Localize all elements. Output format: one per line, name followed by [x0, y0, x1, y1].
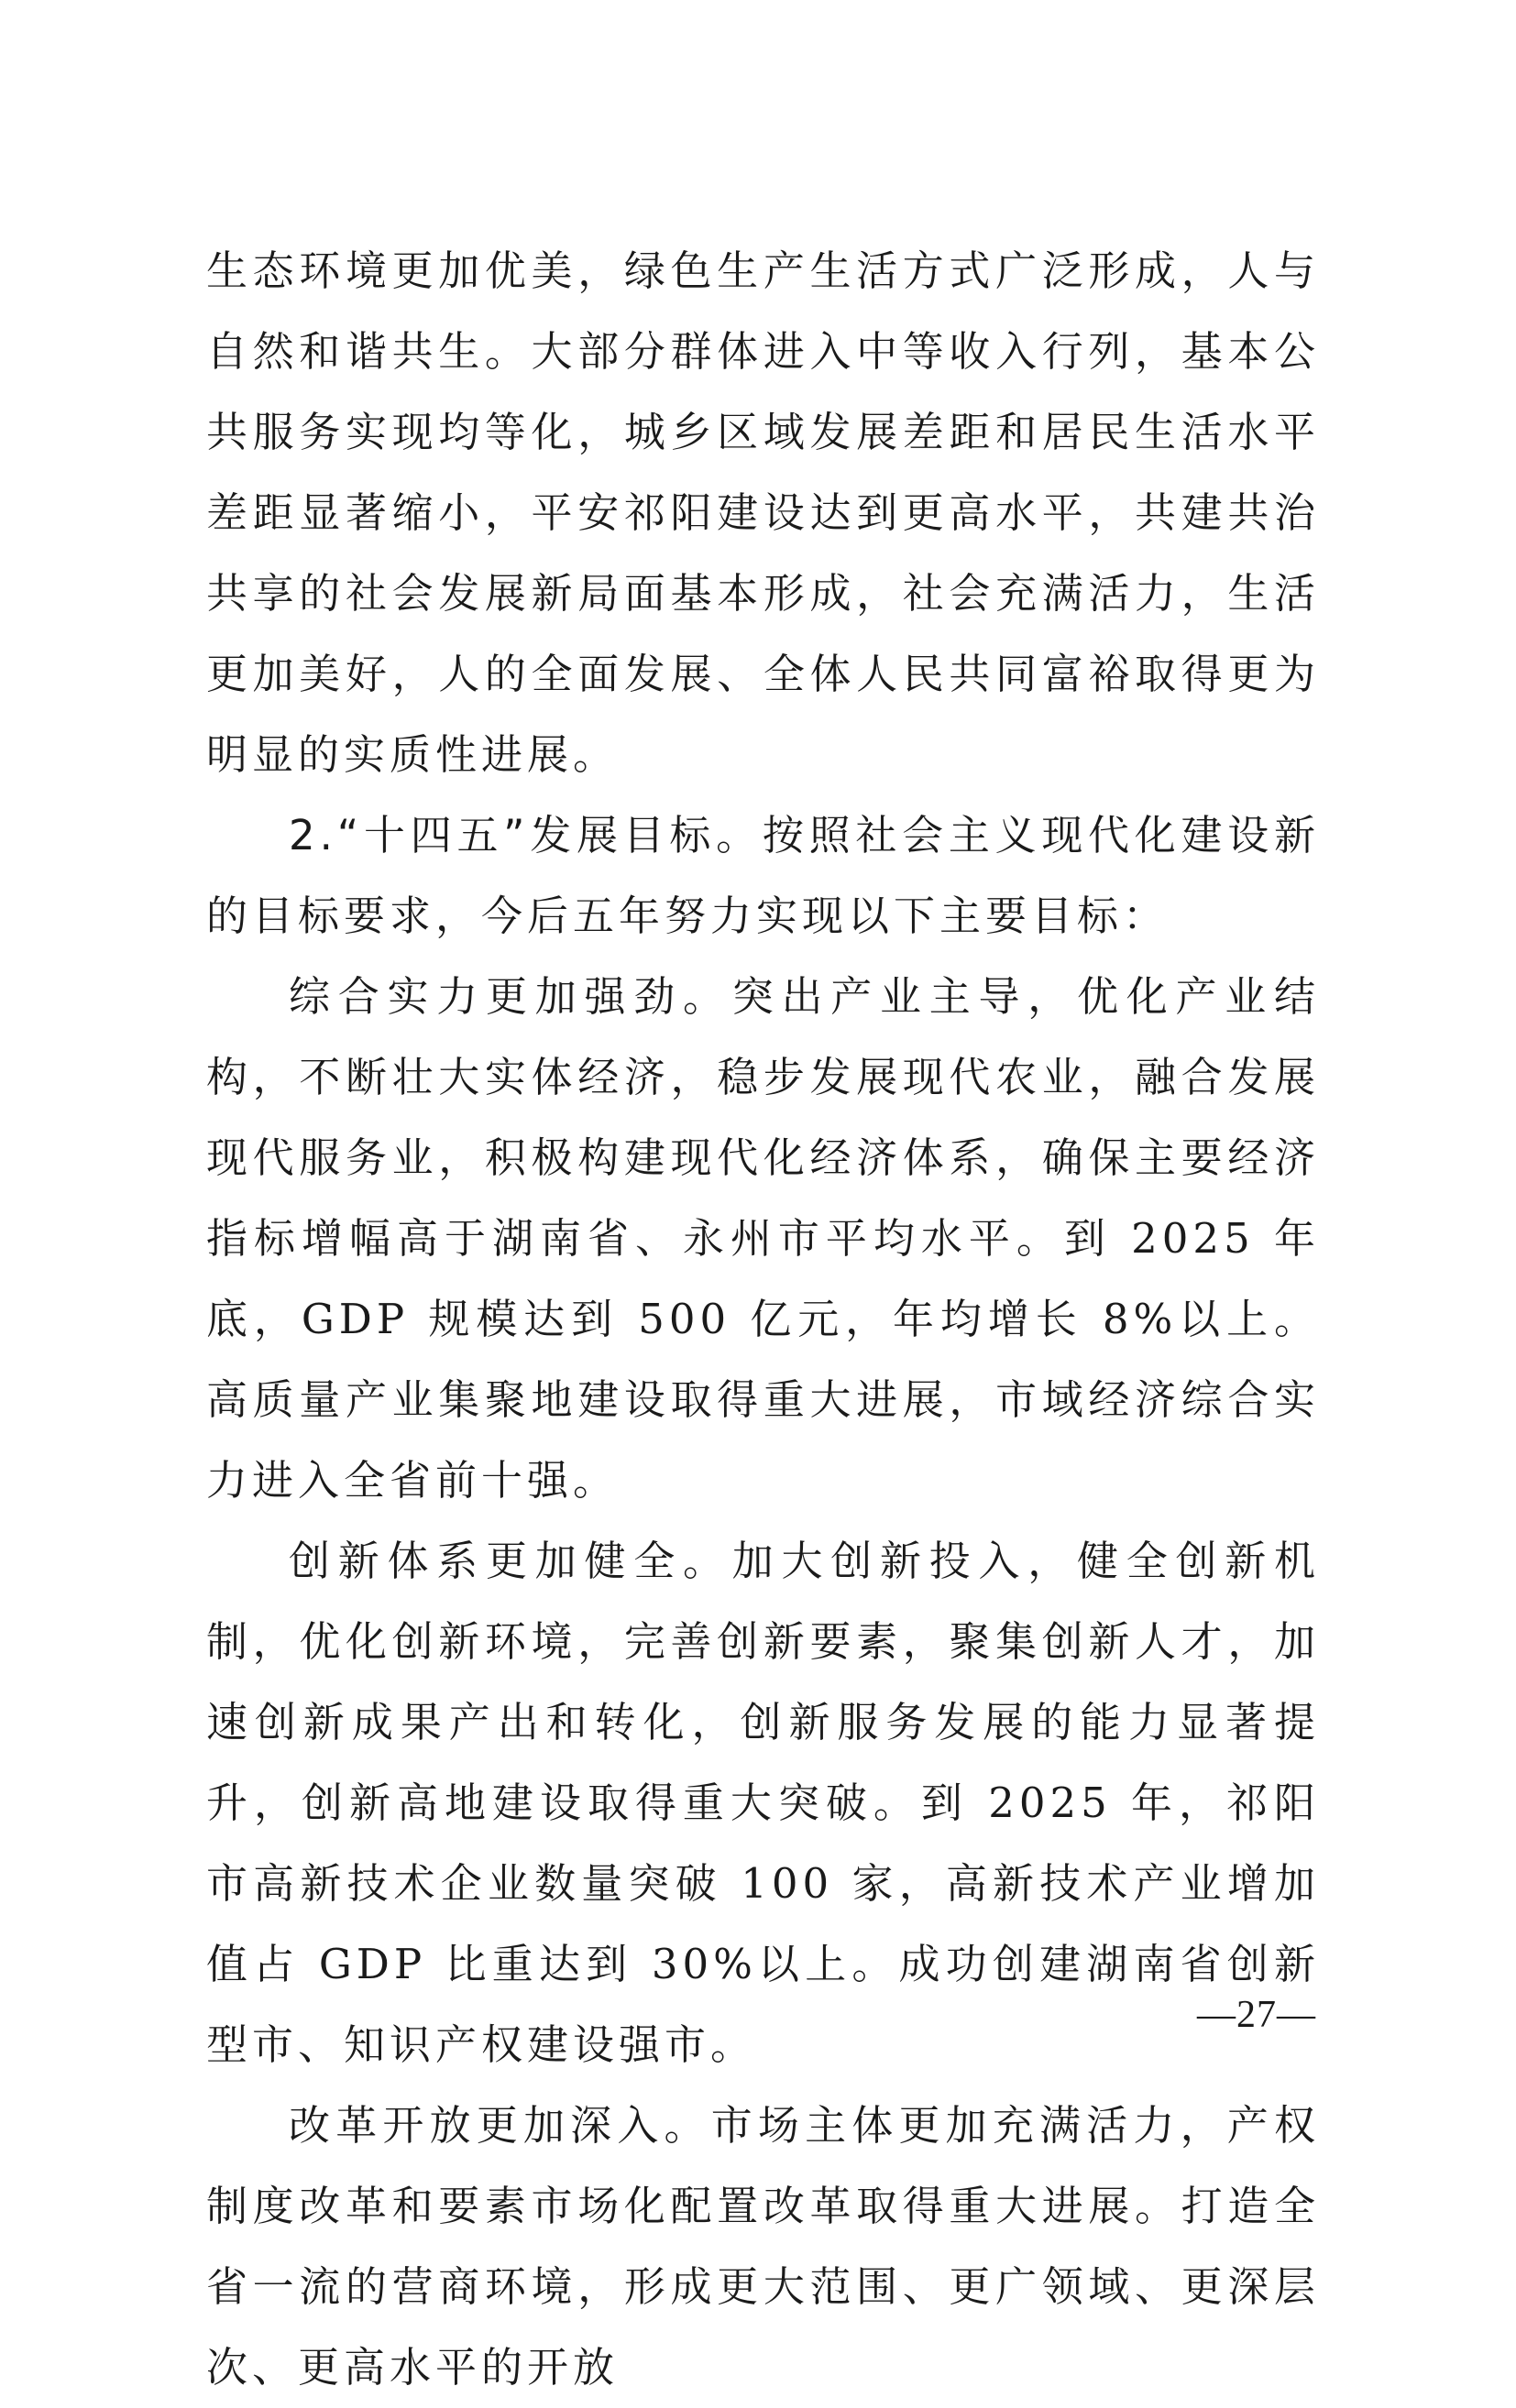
paragraph-2-text: 按照社会主义现代化建设新的目标要求，今后五年努力实现以下主要目标： [206, 811, 1320, 940]
paragraph-1 [206, 231, 1320, 795]
paragraph-4-text: 加大创新投入，健全创新机制，优化创新环境，完善创新要素，聚集创新人才，加速创新成果产出和转化，创新服务发展的能力显著提升，创新高地建设取得重大突破。到 2025 年，祁阳市高新技术企业数量突破 100 家，高新技术产业增加值占 GDP 比重达到 30%以上。成功创建湖南省创新型市、知识产权建设强市。 [206, 1537, 1320, 2069]
page-number: —27— [1197, 1994, 1316, 2036]
paragraph-4 [206, 1521, 1320, 2085]
paragraph-3-text: 突出产业主导，优化产业结构，不断壮大实体经济，稳步发展现代农业，融合发展现代服务业，积极构建现代化经济体系，确保主要经济指标增幅高于湖南省、永州市平均水平。到 2025 年底，GDP 规模达到 500 亿元，年均增长 8%以上。高质量产业集聚地建设取得重大进展，市域经济综合实力进入全省前十强。 [206, 972, 1320, 1505]
paragraph-2 [206, 795, 1320, 957]
paragraph-5-lead: 改革开放更加深入。 [289, 2101, 711, 2150]
paragraph-3-lead: 综合实力更加强劲。 [289, 972, 732, 1021]
paragraph-1-text: 生态环境更加优美，绿色生产生活方式广泛形成，人与自然和谐共生。大部分群体进入中等收入行列，基本公共服务实现均等化，城乡区域发展差距和居民生活水平差距显著缩小，平安祁阳建设达到更高水平，共建共治共享的社会发展新局面基本形成，社会充满活力，生活更加美好，人的全面发展、全体人民共同富裕取得更为明显的实质性进展。 [206, 246, 1320, 779]
body-text [206, 231, 1320, 2408]
paragraph-5 [206, 2085, 1320, 2408]
paragraph-4-lead: 创新体系更加健全。 [289, 1537, 732, 1585]
paragraph-3 [206, 957, 1320, 1521]
paragraph-2-lead: 2.“十四五”发展目标。 [289, 811, 763, 859]
paragraph-5-text: 市场主体更加充满活力，产权制度改革和要素市场化配置改革取得重大进展。打造全省一流的营商环境，形成更大范围、更广领域、更深层次、更高水平的开放 [206, 2101, 1320, 2392]
